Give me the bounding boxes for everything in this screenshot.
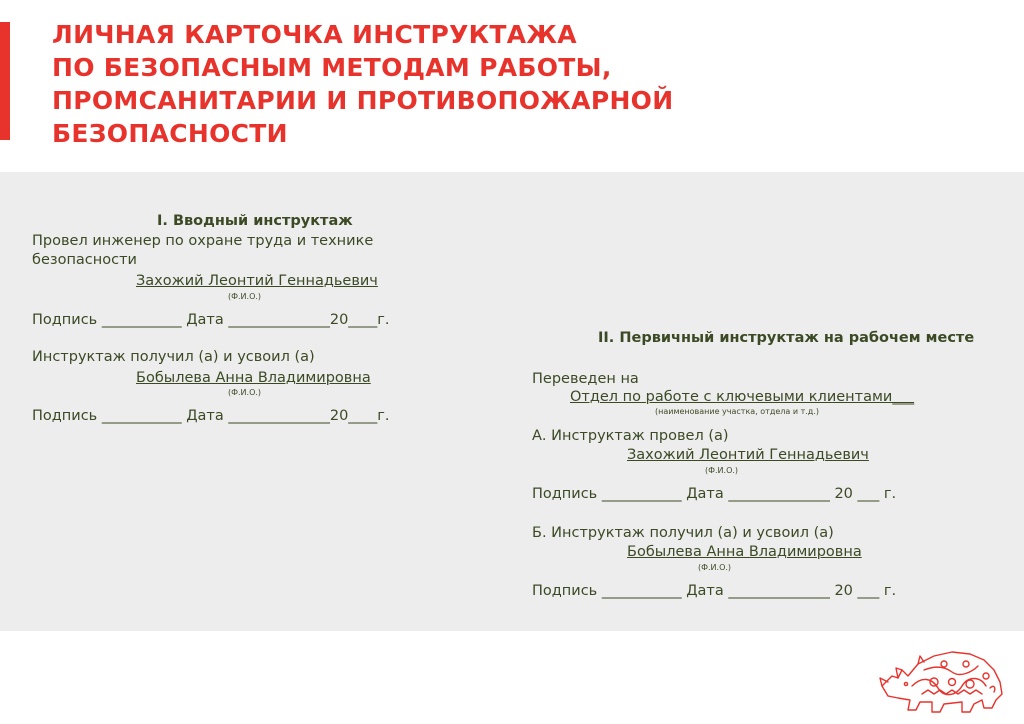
rhinoceros-logo-icon [878,642,1008,714]
section2-fio-caption: (Ф.И.О.) [705,466,739,475]
title-line-2: ПО БЕЗОПАСНЫМ МЕТОДАМ РАБОТЫ, [52,53,612,82]
section1-heading: I. Вводный инструктаж [157,213,353,229]
section2-department: Отдел по работе с ключевыми клиентами___ [570,389,915,405]
section1-fio-caption-2: (Ф.И.О.) [228,388,262,397]
section1-employee-name: Бобылева Анна Владимировна [136,370,371,386]
title-line-1: ЛИЧНАЯ КАРТОЧКА ИНСТРУКТАЖА [52,20,577,49]
section2-signature-b: Подпись ___________ Дата ______________ 20 ___ г. [532,583,897,599]
page-title [52,18,673,150]
section2-signature-a: Подпись ___________ Дата ______________ 20 ___ г. [532,486,897,502]
section1-signature-line-1: Подпись ___________ Дата ______________20____г. [32,312,390,328]
section1-instructor-name: Захожий Леонтий Геннадьевич [136,273,378,289]
title-line-3: ПРОМСАНИТАРИИ И ПРОТИВОПОЖАРНОЙ [52,86,674,115]
section2-part-a: А. Инструктаж провел (а) [532,428,729,444]
accent-bar [0,22,10,140]
title-line-4: БЕЗОПАСНОСТИ [52,119,288,148]
section1-signature-line-2: Подпись ___________ Дата ______________20____г. [32,408,390,424]
section1-received-text: Инструктаж получил (а) и усвоил (а) [32,349,315,365]
section1-conducted-line2: безопасности [32,252,137,268]
section2-department-caption: (наименование участка, отдела и т.д.) [655,407,819,416]
section1-fio-caption: (Ф.И.О.) [228,292,262,301]
section2-fio-caption-2: (Ф.И.О.) [698,563,732,572]
content-panel [0,172,1024,631]
section2-employee-name: Бобылева Анна Владимировна [627,544,862,560]
section2-part-b: Б. Инструктаж получил (а) и усвоил (а) [532,525,834,541]
section2-instructor-name: Захожий Леонтий Геннадьевич [627,447,869,463]
section2-transferred-to: Переведен на [532,371,639,387]
section1-conducted-line1: Провел инженер по охране труда и технике [32,233,374,249]
section2-heading: II. Первичный инструктаж на рабочем месте [598,330,975,346]
